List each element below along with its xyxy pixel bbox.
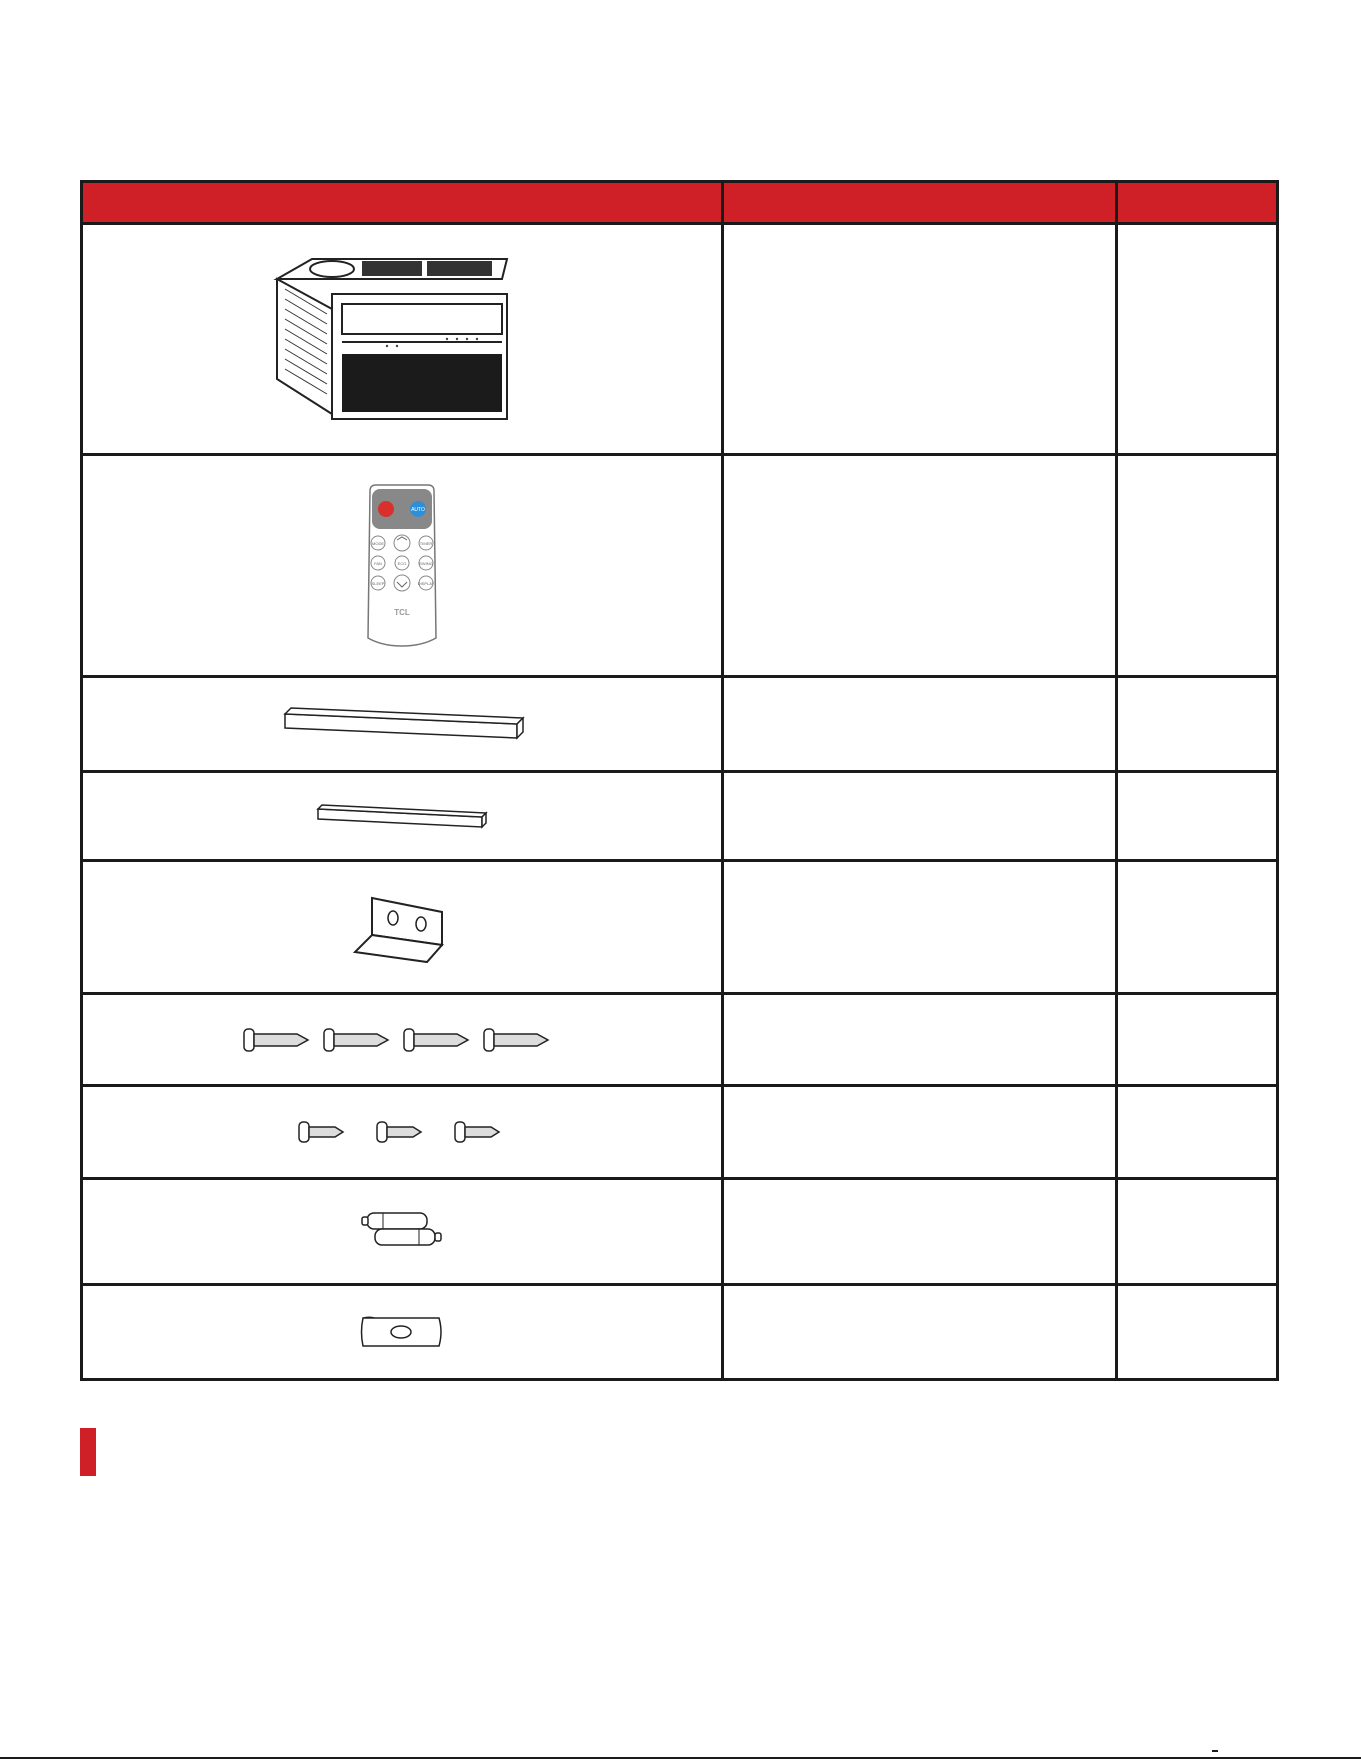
long-screws-description xyxy=(722,994,1116,1086)
table-row xyxy=(82,1285,1278,1380)
remote-button-timer: TIMER xyxy=(419,541,433,546)
window-lock-image xyxy=(82,1285,723,1380)
table-header-row xyxy=(82,182,1278,224)
ac-unit-description xyxy=(722,224,1116,455)
short-foam-strip-quantity xyxy=(1116,772,1277,861)
table-row xyxy=(82,772,1278,861)
batteries-image xyxy=(82,1179,723,1285)
ac-unit-quantity xyxy=(1116,224,1277,455)
remote-button-fan: FAN xyxy=(373,561,382,566)
short-foam-strip-image xyxy=(82,772,723,861)
l-bracket-description xyxy=(722,861,1116,994)
long-foam-strip-quantity xyxy=(1116,677,1277,772)
window-lock-description xyxy=(722,1285,1116,1380)
batteries-quantity xyxy=(1116,1179,1277,1285)
table-row xyxy=(82,455,1278,677)
table-row xyxy=(82,677,1278,772)
table-row xyxy=(82,994,1278,1086)
parts-list-table xyxy=(80,180,1279,1381)
remote-button-eco: ECO xyxy=(397,561,407,566)
short-screws-description xyxy=(722,1086,1116,1179)
remote-button-auto-label: AUTO xyxy=(410,507,425,513)
remote-button-swing: SWING xyxy=(419,561,433,566)
remote-button-mode: MODE xyxy=(371,541,384,546)
long-foam-strip-description xyxy=(722,677,1116,772)
remote-button-sleep: SLEEP xyxy=(371,581,385,586)
long-screws-quantity xyxy=(1116,994,1277,1086)
short-screws-quantity xyxy=(1116,1086,1277,1179)
table-row xyxy=(82,861,1278,994)
batteries-description xyxy=(722,1179,1116,1285)
window-lock-quantity xyxy=(1116,1285,1277,1380)
table-row xyxy=(82,1086,1278,1179)
l-bracket-quantity xyxy=(1116,861,1277,994)
short-screws-image xyxy=(82,1086,723,1179)
footer-rule xyxy=(0,1757,1361,1759)
section-heading-marker xyxy=(80,1428,96,1476)
long-foam-strip-image xyxy=(82,677,723,772)
header-quantity xyxy=(1116,182,1277,224)
remote-brand-logo: TCL xyxy=(394,608,410,617)
remote-button-display: DISPLAY xyxy=(417,581,435,586)
long-screws-image xyxy=(82,994,723,1086)
short-foam-strip-description xyxy=(722,772,1116,861)
table-row xyxy=(82,1179,1278,1285)
remote-quantity xyxy=(1116,455,1277,677)
remote-description xyxy=(722,455,1116,677)
header-part-image xyxy=(82,182,723,224)
header-part-name xyxy=(722,182,1116,224)
page-number-marker xyxy=(1212,1750,1218,1752)
remote-control-image xyxy=(82,455,723,677)
table-row xyxy=(82,224,1278,455)
l-bracket-image xyxy=(82,861,723,994)
ac-unit-image xyxy=(82,224,723,455)
